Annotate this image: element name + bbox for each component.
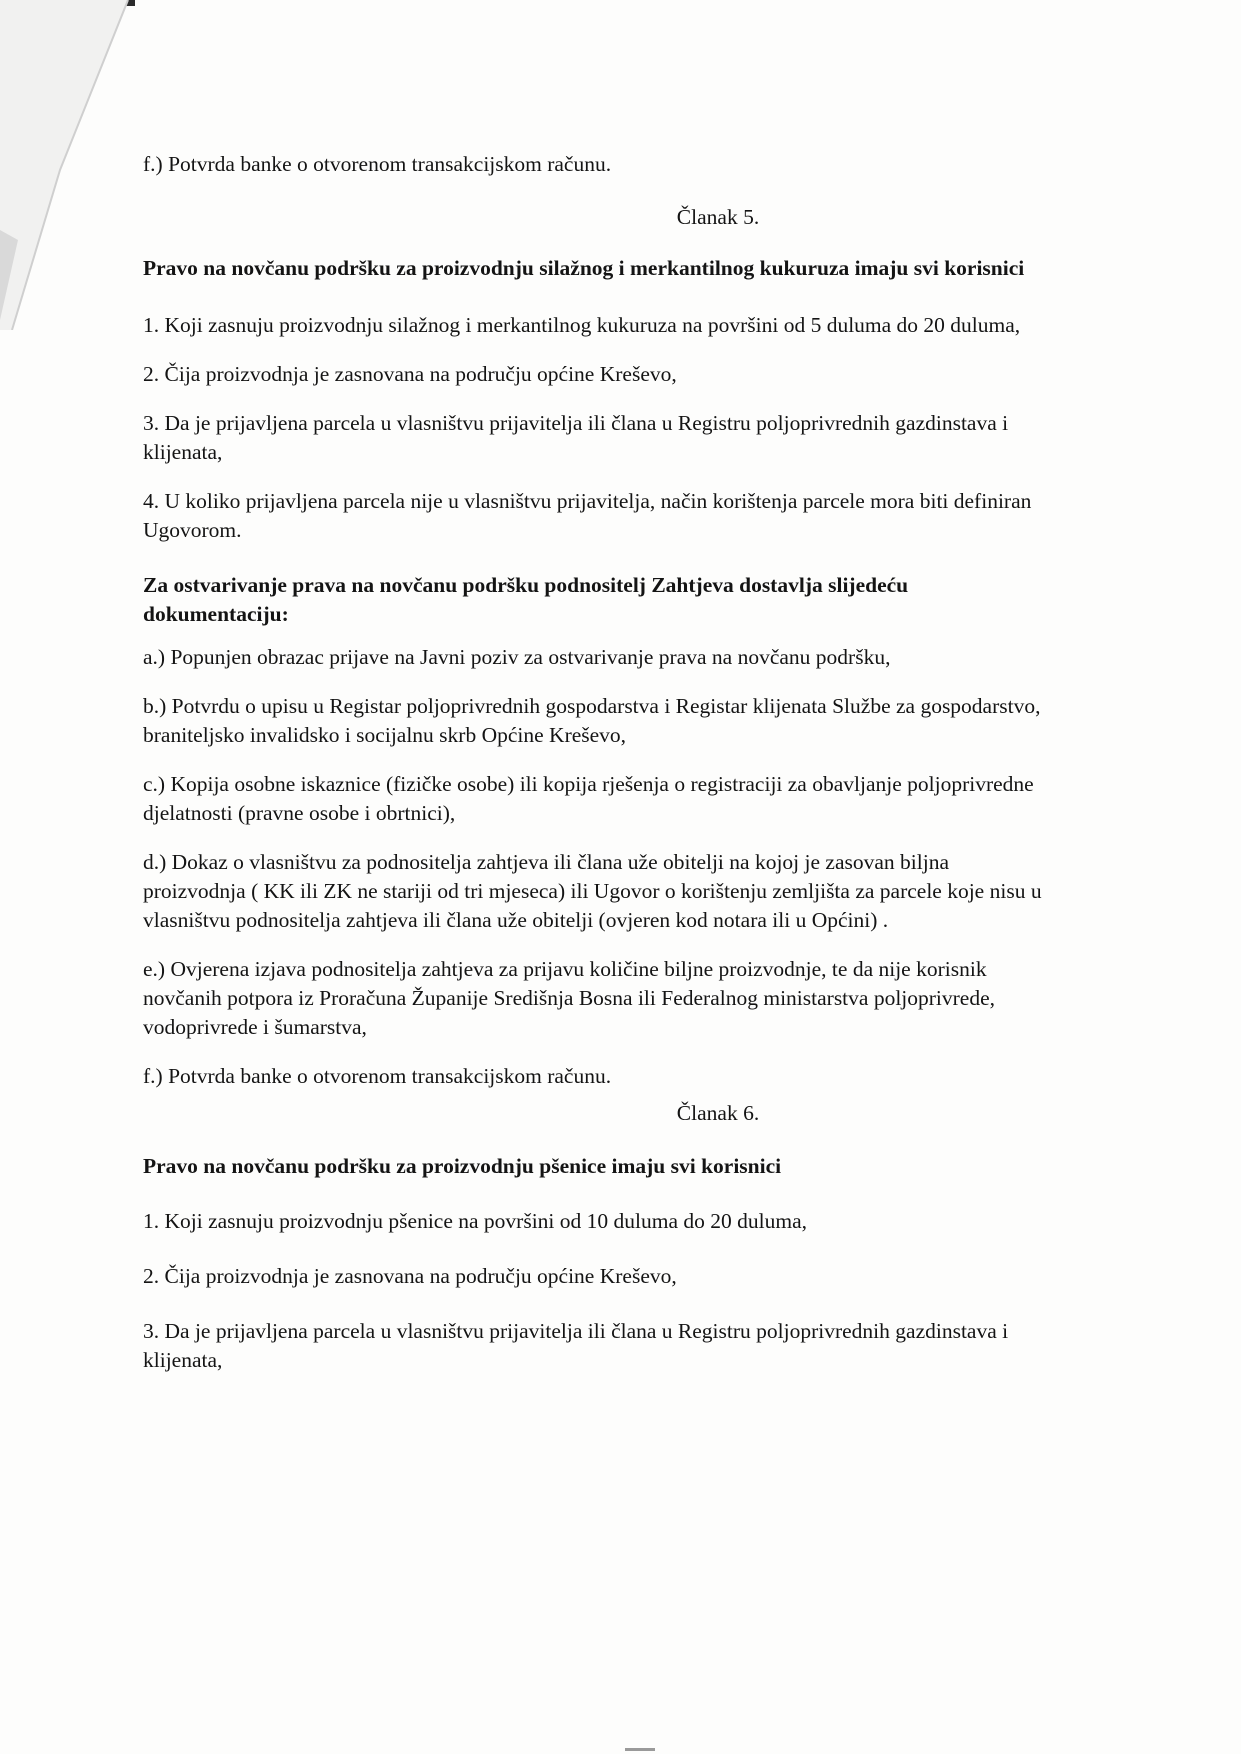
article-5-doc-b: b.) Potvrdu o upisu u Registar poljoprivrednih gospodarstva i Registar klijenata Službe za gospodarstvo, braniteljsko invalidsko i socijalnu skrb Općine Kreševo, [143,694,1041,747]
article-5-item-4: 4. U koliko prijavljena parcela nije u vlasništvu prijavitelja, način korištenja parcele mora biti definiran Ugovorom. [143,489,1032,542]
page-bottom-mark [625,1748,655,1751]
scan-edge-mark [0,0,135,6]
article-5-intro: Pravo na novčanu podršku za proizvodnju silažnog i merkantilnog kukuruza imaju svi korisnici [143,256,1025,280]
page-fold-shadow [0,0,150,330]
article-6-item-3: 3. Da je prijavljena parcela u vlasništvu prijavitelja ili člana u Registru poljoprivrednih gazdinstava i klijenata, [143,1319,1009,1372]
article-5-item-3: 3. Da je prijavljena parcela u vlasništvu prijavitelja ili člana u Registru poljoprivrednih gazdinstava i klijenata, [143,411,1009,464]
article-6-intro: Pravo na novčanu podršku za proizvodnju pšenice imaju svi korisnici [143,1154,782,1178]
article-5-heading: Članak 5. [676,205,760,229]
article-5-doc-c: c.) Kopija osobne iskaznice (fizičke osobe) ili kopija rješenja o registraciji za obavljanje poljoprivredne djelatnosti (pravne osobe i obrtnici), [143,772,1034,825]
article-5-doc-d: d.) Dokaz o vlasništvu za podnositelja zahtjeva ili člana uže obitelji na kojoj je zasovan biljna proizvodnja ( KK ili ZK ne stariji od tri mjeseca) ili Ugovor o korištenju zemljišta za parcele koje nisu u vlasništvu podnositelja zahtjeva ili člana uže obitelji (ovjeren kod notara ili u Općini) . [143,850,1042,932]
article-5-doc-f: f.) Potvrda banke o otvorenom transakcijskom računu. [143,1064,612,1088]
article-5-item-1: 1. Koji zasnuju proizvodnju silažnog i merkantilnog kukuruza na površini od 5 duluma do 20 duluma, [143,313,1021,337]
article-6-heading: Članak 6. [676,1101,760,1125]
article-5-item-2: 2. Čija proizvodnja je zasnovana na području općine Kreševo, [143,362,677,386]
document-body [143,150,1043,1395]
article-5-doc-e: e.) Ovjerena izjava podnositelja zahtjeva za prijavu količine biljne proizvodnje, te da nije korisnik novčanih potpora iz Proračuna Županije Središnja Bosna ili Federalnog ministarstva poljoprivrede, vodoprivrede i šumarstva, [143,957,996,1039]
paragraph-item-f-prev: f.) Potvrda banke o otvorenom transakcijskom računu. [143,152,612,176]
article-6-item-1: 1. Koji zasnuju proizvodnju pšenice na površini od 10 duluma do 20 duluma, [143,1209,808,1233]
article-6-item-2: 2. Čija proizvodnja je zasnovana na području općine Kreševo, [143,1264,677,1288]
article-5-doc-a: a.) Popunjen obrazac prijave na Javni poziv za ostvarivanje prava na novčanu podršku, [143,645,891,669]
article-5-docs-intro: Za ostvarivanje prava na novčanu podršku podnositelj Zahtjeva dostavlja slijedeću dokumentaciju: [143,573,909,626]
